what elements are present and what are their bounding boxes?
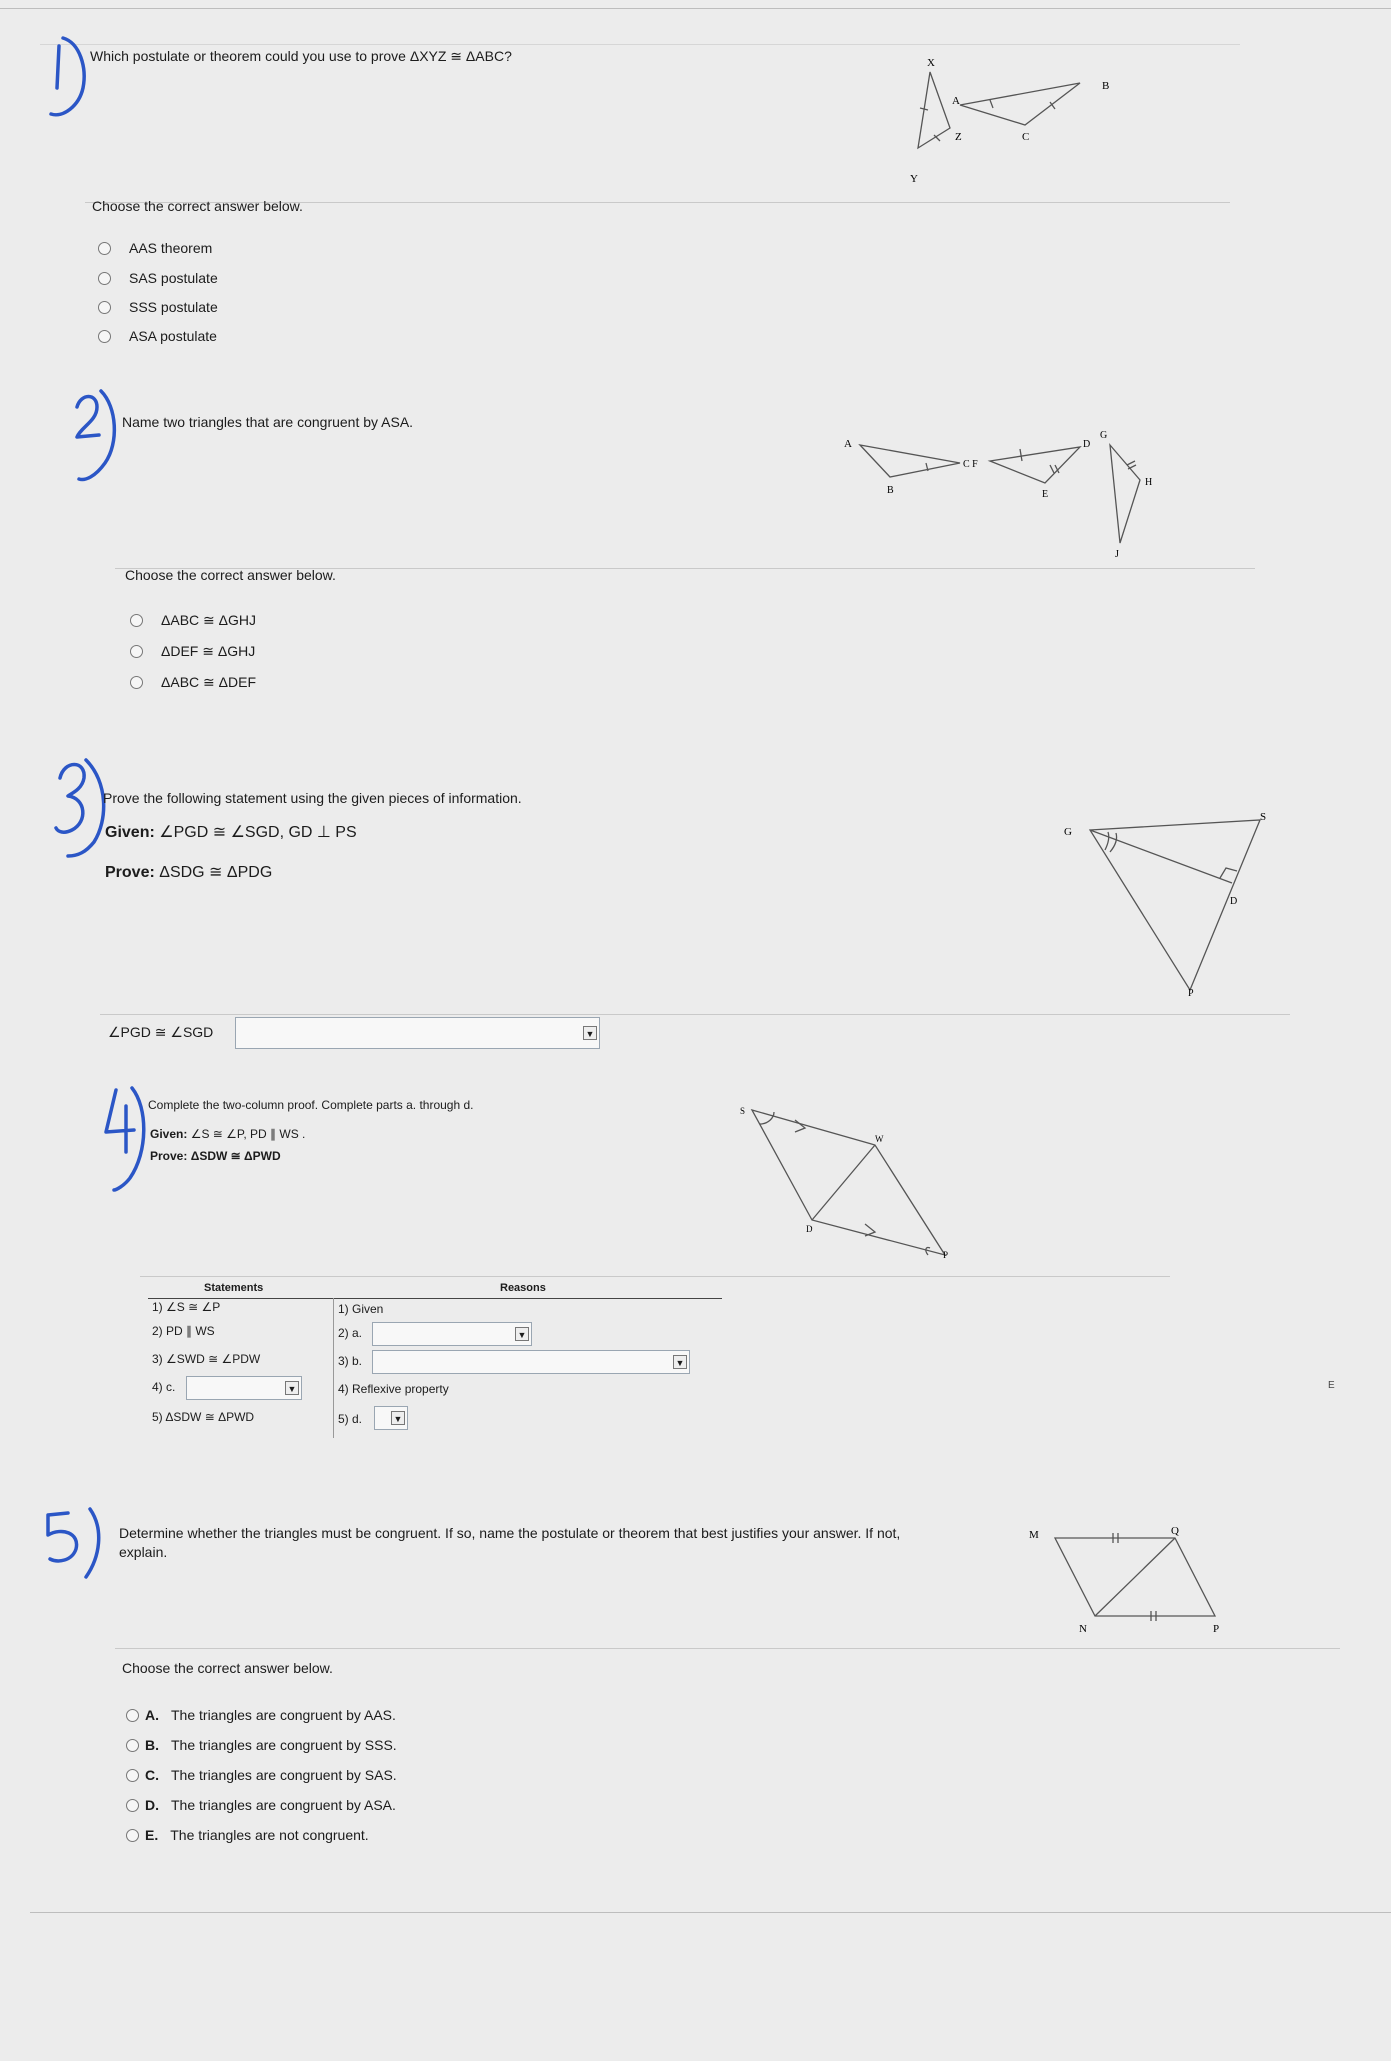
reason-2: 2) a.	[338, 1326, 363, 1340]
q1-label-b: B	[1102, 80, 1110, 92]
reason-3: 3) b.	[338, 1354, 363, 1368]
q4-label-s: S	[740, 1106, 746, 1116]
bottom-rule	[30, 1912, 1391, 1913]
radio-button[interactable]	[126, 1829, 139, 1842]
q2-label-h: H	[1145, 477, 1153, 488]
top-rule	[0, 8, 1391, 9]
q3-label-p: P	[1188, 988, 1194, 999]
q4-label-d: D	[806, 1224, 813, 1234]
handwritten-number-4	[100, 1082, 150, 1192]
q5-prompt: Determine whether the triangles must be congruent. If so, name the postulate or theorem that best justifies your answer. If not, explain.	[119, 1525, 901, 1560]
statement-1: 1) ∠S ≅ ∠P	[152, 1300, 221, 1314]
stray-mark: E	[1328, 1380, 1335, 1391]
q3-label-s: S	[1260, 811, 1267, 823]
q1-label-x: X	[927, 57, 935, 69]
q5-option-d[interactable]: D. The triangles are congruent by ASA.	[126, 1797, 396, 1813]
handwritten-number-5	[40, 1505, 110, 1585]
q1-label-c: C	[1022, 131, 1030, 143]
dropdown-arrow-icon[interactable]: ▼	[391, 1411, 405, 1425]
q4-proof-table	[148, 1280, 728, 1440]
q1-label-z: Z	[955, 131, 962, 143]
radio-button[interactable]	[130, 645, 143, 658]
q1-figure	[890, 50, 1130, 190]
q5-option-e[interactable]: E. The triangles are not congruent.	[126, 1827, 369, 1843]
statement-2: 2) PD ∥ WS	[152, 1324, 215, 1338]
reason-d-dropdown[interactable]	[374, 1406, 408, 1430]
radio-button[interactable]	[126, 1799, 139, 1812]
radio-button[interactable]	[98, 301, 111, 314]
q3-prompt: Prove the following statement using the given pieces of information.	[103, 790, 522, 806]
q5-divider	[115, 1648, 1340, 1649]
q3-figure	[1060, 800, 1280, 1000]
q4-divider	[140, 1276, 1170, 1277]
q3-label-g: G	[1064, 826, 1072, 838]
q3-reason-dropdown[interactable]	[235, 1017, 600, 1049]
radio-button[interactable]	[126, 1769, 139, 1782]
dropdown-arrow-icon[interactable]: ▼	[583, 1026, 597, 1040]
q5-label-m: M	[1029, 1529, 1039, 1541]
q1-label-y: Y	[910, 173, 918, 185]
dropdown-arrow-icon[interactable]: ▼	[673, 1355, 687, 1369]
handwritten-number-1	[45, 18, 95, 123]
q2-choose-label: Choose the correct answer below.	[125, 567, 336, 583]
q3-step-statement: ∠PGD ≅ ∠SGD	[108, 1024, 214, 1040]
radio-button[interactable]	[130, 676, 143, 689]
q2-label-cf: C F	[963, 459, 978, 470]
col-header-reasons: Reasons	[500, 1282, 546, 1294]
q5-option-a[interactable]: A. The triangles are congruent by AAS.	[126, 1707, 396, 1723]
radio-button[interactable]	[126, 1739, 139, 1752]
q4-label-p: P	[943, 1250, 949, 1260]
radio-button[interactable]	[126, 1709, 139, 1722]
q3-prove: Prove: ΔSDG ≅ ΔPDG	[105, 864, 273, 881]
q1-option-2[interactable]: SAS postulate	[98, 270, 218, 286]
q5-choose-label: Choose the correct answer below.	[122, 1660, 333, 1676]
q2-option-1[interactable]: ΔABC ≅ ΔGHJ	[130, 612, 256, 629]
radio-button[interactable]	[130, 614, 143, 627]
reason-b-dropdown[interactable]	[372, 1350, 690, 1374]
q4-figure	[740, 1100, 960, 1260]
statement-c-dropdown[interactable]	[186, 1376, 302, 1400]
table-header-rule	[148, 1298, 722, 1299]
q4-prompt: Complete the two-column proof. Complete parts a. through d.	[148, 1098, 474, 1112]
q3-label-d: D	[1230, 896, 1238, 907]
q5-label-q: Q	[1171, 1525, 1179, 1537]
q2-prompt: Name two triangles that are congruent by ASA.	[122, 414, 414, 430]
radio-button[interactable]	[98, 272, 111, 285]
statement-4: 4) c.	[152, 1380, 176, 1394]
col-header-statements: Statements	[204, 1282, 264, 1294]
q4-label-w: W	[875, 1134, 884, 1144]
q5-figure	[1025, 1520, 1245, 1640]
q2-label-b: B	[887, 485, 894, 496]
q5-option-c[interactable]: C. The triangles are congruent by SAS.	[126, 1767, 397, 1783]
reason-5: 5) d.	[338, 1412, 363, 1426]
dropdown-arrow-icon[interactable]: ▼	[515, 1327, 529, 1341]
q4-given: Given: ∠S ≅ ∠P, PD ∥ WS .	[150, 1127, 306, 1141]
q5-label-n: N	[1079, 1623, 1087, 1635]
reason-a-dropdown[interactable]	[372, 1322, 532, 1346]
q3-given: Given: ∠PGD ≅ ∠SGD, GD ⊥ PS	[105, 824, 357, 841]
q2-label-g: G	[1100, 430, 1108, 441]
table-column-divider	[333, 1298, 334, 1438]
reason-4: 4) Reflexive property	[338, 1382, 449, 1396]
q2-option-3[interactable]: ΔABC ≅ ΔDEF	[130, 674, 256, 691]
q2-label-j: J	[1115, 549, 1119, 560]
q1-prompt: Which postulate or theorem could you use to prove ΔXYZ ≅ ΔABC?	[90, 48, 512, 64]
radio-button[interactable]	[98, 242, 111, 255]
q2-option-2[interactable]: ΔDEF ≅ ΔGHJ	[130, 643, 255, 660]
q2-label-d: D	[1083, 439, 1091, 450]
reason-1: 1) Given	[338, 1302, 384, 1316]
q1-choose-label: Choose the correct answer below.	[92, 198, 303, 214]
q1-option-4[interactable]: ASA postulate	[98, 328, 217, 344]
statement-5: 5) ΔSDW ≅ ΔPWD	[152, 1410, 255, 1424]
q4-prove: Prove: ΔSDW ≅ ΔPWD	[150, 1149, 281, 1163]
q1-option-1[interactable]: AAS theorem	[98, 240, 212, 256]
q2-label-a: A	[844, 438, 852, 450]
handwritten-number-3	[50, 752, 110, 862]
statement-3: 3) ∠SWD ≅ ∠PDW	[152, 1352, 261, 1366]
q3-divider	[100, 1014, 1290, 1015]
q1-option-3[interactable]: SSS postulate	[98, 299, 218, 315]
q2-label-e: E	[1042, 489, 1049, 500]
q5-label-p: P	[1213, 1623, 1220, 1635]
top-rule-2	[40, 44, 1240, 45]
handwritten-number-2	[65, 385, 125, 485]
q1-label-a: A	[952, 95, 960, 107]
q2-figure	[840, 425, 1170, 565]
radio-button[interactable]	[98, 330, 111, 343]
dropdown-arrow-icon[interactable]: ▼	[285, 1381, 299, 1395]
q5-option-b[interactable]: B. The triangles are congruent by SSS.	[126, 1737, 397, 1753]
